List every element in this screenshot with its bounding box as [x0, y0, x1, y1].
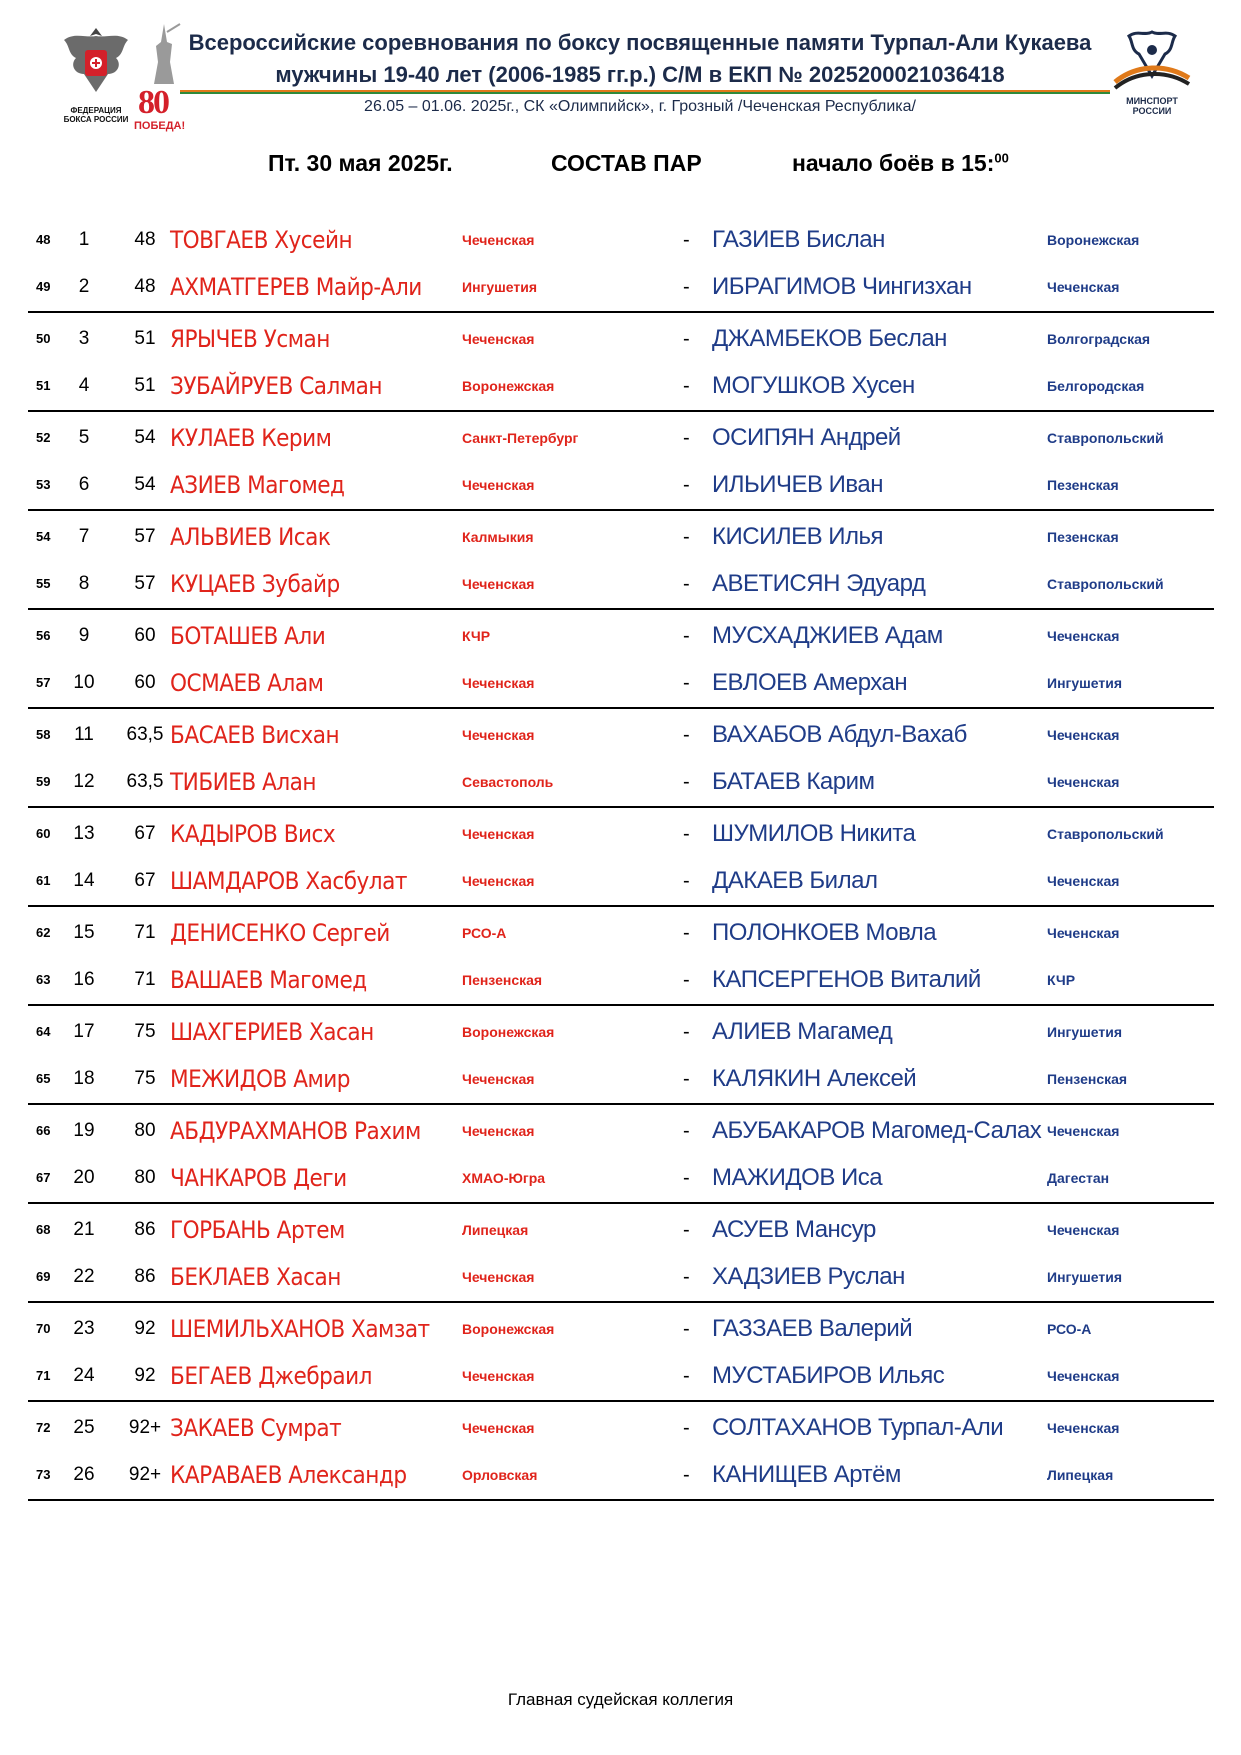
weight-class: 75 [134, 1068, 156, 1089]
red-corner-boxer: АЛЬВИЕВ Исак [170, 523, 331, 551]
blue-corner-boxer: БАТАЕВ Карим [712, 768, 875, 795]
order-number: 7 [78, 526, 90, 547]
blue-corner-region: Ставропольский [1047, 430, 1164, 446]
red-corner-boxer: ШАМДАРОВ Хасбулат [170, 867, 407, 895]
motherland-statue-icon [144, 22, 184, 88]
order-number: 12 [73, 771, 95, 792]
bout-number: 65 [36, 1071, 51, 1086]
bout-row [28, 713, 1214, 757]
order-number: 5 [78, 427, 90, 448]
weight-pair-group [28, 1204, 1214, 1303]
versus-dash: - [683, 1068, 690, 1090]
start-time [792, 150, 1009, 177]
bout-row [28, 1255, 1214, 1299]
weight-pair-group [28, 214, 1214, 313]
weight-class: 75 [134, 1021, 156, 1042]
weight-pair-group [28, 808, 1214, 907]
versus-dash: - [683, 1021, 690, 1043]
versus-dash: - [683, 724, 690, 746]
blue-corner-boxer: КИСИЛЕВ Илья [712, 523, 883, 550]
order-number: 9 [78, 625, 90, 646]
pairs-composition-heading: СОСТАВ ПАР [551, 150, 702, 176]
blue-corner-region: РСО-А [1047, 1321, 1092, 1337]
order-number: 22 [73, 1266, 95, 1287]
chief-judges-footer: Главная судейская коллегия [507, 1690, 734, 1709]
red-corner-boxer: АХМАТГЕРЕВ Майр-Али [170, 273, 422, 301]
red-corner-boxer: ЯРЫЧЕВ Усман [170, 325, 330, 353]
blue-corner-boxer: ДЖАМБЕКОВ Беслан [712, 325, 947, 352]
bout-number: 52 [36, 430, 51, 445]
versus-dash: - [683, 526, 690, 548]
bout-row [28, 812, 1214, 856]
order-number: 20 [73, 1167, 95, 1188]
blue-corner-region: Чеченская [1047, 774, 1120, 790]
weight-pair-group [28, 313, 1214, 412]
boxing-federation-logo-text: ФЕДЕРАЦИЯ БОКСА РОССИИ [63, 106, 129, 124]
order-number: 6 [78, 474, 90, 495]
red-corner-region: Чеченская [462, 477, 535, 493]
blue-corner-boxer: КАНИЩЕВ Артём [712, 1461, 901, 1488]
victory-80-text: ПОБЕДА! [134, 120, 186, 132]
order-number: 21 [73, 1219, 95, 1240]
blue-corner-boxer: АВЕТИСЯН Эдуард [712, 570, 926, 597]
bout-row [28, 1453, 1214, 1497]
red-corner-boxer: ТИБИЕВ Алан [170, 768, 317, 796]
weight-class: 48 [134, 276, 156, 297]
blue-corner-boxer: СОЛТАХАНОВ Турпал-Али [712, 1414, 1004, 1441]
blue-corner-region: Пензенская [1047, 1071, 1128, 1087]
weight-pair-group [28, 1402, 1214, 1501]
blue-corner-region: Чеченская [1047, 628, 1120, 644]
victory-80-number: 80 [138, 84, 168, 121]
weight-pair-group [28, 1006, 1214, 1105]
order-number: 10 [73, 672, 95, 693]
versus-dash: - [683, 771, 690, 793]
red-corner-boxer: ЧАНКАРОВ Деги [170, 1164, 347, 1192]
red-corner-region: Чеченская [462, 873, 535, 889]
blue-corner-region: Ингушетия [1047, 1024, 1123, 1040]
blue-corner-region: КЧР [1047, 972, 1076, 988]
weight-class: 92+ [128, 1464, 162, 1485]
weight-class: 71 [134, 922, 156, 943]
bout-row [28, 1156, 1214, 1200]
bout-number: 49 [36, 279, 51, 294]
bout-row [28, 760, 1214, 804]
weight-class: 54 [134, 427, 156, 448]
weight-pair-group [28, 1105, 1214, 1204]
blue-corner-boxer: ДАКАЕВ Билал [712, 867, 878, 894]
blue-corner-region: Пезенская [1047, 529, 1119, 545]
order-number: 4 [78, 375, 90, 396]
start-time-minutes: 00 [994, 150, 1009, 166]
red-corner-boxer: ДЕНИСЕНКО Сергей [170, 919, 390, 947]
bout-row [28, 515, 1214, 559]
bout-row [28, 1307, 1214, 1351]
blue-corner-region: Чеченская [1047, 1123, 1120, 1139]
blue-corner-boxer: МОГУШКОВ Хусен [712, 372, 915, 399]
blue-corner-boxer: КАПСЕРГЕНОВ Виталий [712, 966, 981, 993]
red-corner-boxer: МЕЖИДОВ Амир [170, 1065, 351, 1093]
versus-dash: - [683, 573, 690, 595]
bout-number: 62 [36, 925, 51, 940]
red-corner-region: Чеченская [462, 1368, 535, 1384]
bout-number: 72 [36, 1420, 51, 1435]
red-corner-region: Санкт-Петербург [462, 430, 579, 446]
blue-corner-region: Ставропольский [1047, 826, 1164, 842]
versus-dash: - [683, 672, 690, 694]
weight-class: 63,5 [126, 724, 164, 745]
red-corner-boxer: КУЛАЕВ Керим [170, 424, 332, 452]
blue-corner-boxer: АБУБАКАРОВ Магомед-Салах [712, 1117, 1042, 1144]
versus-dash: - [683, 870, 690, 892]
red-corner-region: Чеченская [462, 826, 535, 842]
red-corner-region: Чеченская [462, 1269, 535, 1285]
bout-row [28, 1354, 1214, 1398]
weight-class: 63,5 [126, 771, 164, 792]
red-corner-region: Чеченская [462, 675, 535, 691]
red-corner-boxer: ЗАКАЕВ Сумрат [170, 1414, 342, 1442]
red-corner-boxer: БАСАЕВ Висхан [170, 721, 340, 749]
blue-corner-boxer: ИБРАГИМОВ Чингизхан [712, 273, 972, 300]
red-corner-region: Чеченская [462, 1071, 535, 1087]
blue-corner-boxer: ГАЗИЕВ Бислан [712, 226, 885, 253]
bout-number: 48 [36, 232, 51, 247]
versus-dash: - [683, 375, 690, 397]
red-corner-boxer: ЗУБАЙРУЕВ Салман [170, 372, 382, 400]
red-corner-region: Воронежская [462, 378, 555, 394]
blue-corner-boxer: МУСХАДЖИЕВ Адам [712, 622, 943, 649]
minsport-logo-text: МИНСПОРТ РОССИИ [1126, 96, 1178, 116]
versus-dash: - [683, 328, 690, 350]
versus-dash: - [683, 276, 690, 298]
st-george-ribbon-line [180, 90, 1110, 94]
blue-corner-region: Чеченская [1047, 925, 1120, 941]
bouts-list [28, 214, 1214, 1501]
bout-row [28, 218, 1214, 262]
bout-date: Пт. 30 мая 2025г. [268, 150, 453, 176]
red-corner-boxer: ШЕМИЛЬХАНОВ Хамзат [170, 1315, 430, 1343]
red-corner-region: Чеченская [462, 331, 535, 347]
versus-dash: - [683, 969, 690, 991]
blue-corner-region: Ингушетия [1047, 1269, 1123, 1285]
order-number: 18 [73, 1068, 95, 1089]
red-corner-region: Пензенская [462, 972, 543, 988]
versus-dash: - [683, 1120, 690, 1142]
title-line-3: 26.05 – 01.06. 2025г., СК «Олимпийск», г. Грозный /Чеченская Республика/ [364, 98, 916, 115]
red-corner-region: Чеченская [462, 1420, 535, 1436]
blue-corner-boxer: ЕВЛОЕВ Амерхан [712, 669, 908, 696]
versus-dash: - [683, 1417, 690, 1439]
order-number: 24 [73, 1365, 95, 1386]
bout-row [28, 1208, 1214, 1252]
blue-corner-boxer: ИЛЬИЧЕВ Иван [712, 471, 884, 498]
start-time-prefix: начало боёв в 15: [792, 150, 995, 176]
blue-corner-boxer: ВАХАБОВ Абдул-Вахаб [712, 721, 967, 748]
weight-class: 67 [134, 870, 156, 891]
blue-corner-region: Белгородская [1047, 378, 1145, 394]
order-number: 8 [78, 573, 90, 594]
blue-corner-boxer: АСУЕВ Мансур [712, 1216, 876, 1243]
red-corner-region: Ингушетия [462, 279, 538, 295]
blue-corner-region: Ставропольский [1047, 576, 1164, 592]
red-corner-boxer: КУЦАЕВ Зубайр [170, 570, 340, 598]
bout-number: 71 [36, 1368, 51, 1383]
boxing-federation-logo [56, 22, 136, 130]
weight-class: 86 [134, 1266, 156, 1287]
weight-pair-group [28, 610, 1214, 709]
red-corner-region: Воронежская [462, 1024, 555, 1040]
red-corner-boxer: БОТАШЕВ Али [170, 622, 326, 650]
minsport-logo [1107, 24, 1197, 124]
minsport-eagle-icon [1107, 24, 1197, 94]
order-number: 2 [78, 276, 90, 297]
versus-dash: - [683, 1219, 690, 1241]
double-eagle-emblem-icon [56, 22, 136, 106]
red-corner-boxer: АБДУРАХМАНОВ Рахим [170, 1117, 421, 1145]
order-number: 1 [78, 229, 90, 250]
bout-row [28, 1057, 1214, 1101]
red-corner-region: Липецкая [462, 1222, 529, 1238]
red-corner-boxer: БЕГАЕВ Джебраил [170, 1362, 372, 1390]
weight-class: 67 [134, 823, 156, 844]
bout-row [28, 265, 1214, 309]
blue-corner-region: Ингушетия [1047, 675, 1123, 691]
order-number: 26 [73, 1464, 95, 1485]
weight-class: 92+ [128, 1417, 162, 1438]
weight-class: 57 [134, 526, 156, 547]
blue-corner-boxer: МУСТАБИРОВ Ильяс [712, 1362, 945, 1389]
versus-dash: - [683, 474, 690, 496]
bout-number: 56 [36, 628, 51, 643]
weight-class: 71 [134, 969, 156, 990]
bout-number: 55 [36, 576, 51, 591]
weight-class: 51 [134, 375, 156, 396]
document-header [0, 0, 1241, 140]
bout-row [28, 463, 1214, 507]
order-number: 15 [73, 922, 95, 943]
versus-dash: - [683, 1167, 690, 1189]
order-number: 16 [73, 969, 95, 990]
order-number: 11 [74, 724, 94, 745]
bout-row [28, 1109, 1214, 1153]
versus-dash: - [683, 1266, 690, 1288]
red-corner-boxer: ВАШАЕВ Магомед [170, 966, 367, 994]
order-number: 13 [73, 823, 95, 844]
red-corner-region: ХМАО-Югра [462, 1170, 546, 1186]
versus-dash: - [683, 625, 690, 647]
weight-class: 60 [134, 672, 156, 693]
bout-row [28, 859, 1214, 903]
red-corner-boxer: ОСМАЕВ Алам [170, 669, 324, 697]
versus-dash: - [683, 229, 690, 251]
weight-pair-group [28, 907, 1214, 1006]
bout-number: 51 [36, 378, 51, 393]
bout-number: 63 [36, 972, 51, 987]
weight-class: 92 [134, 1318, 156, 1339]
blue-corner-region: Чеченская [1047, 1222, 1120, 1238]
bout-number: 60 [36, 826, 51, 841]
bout-number: 59 [36, 774, 51, 789]
blue-corner-region: Чеченская [1047, 873, 1120, 889]
blue-corner-region: Воронежская [1047, 232, 1140, 248]
weight-pair-group [28, 1303, 1214, 1402]
weight-pair-group [28, 709, 1214, 808]
title-line-2: мужчины 19-40 лет (2006-1985 гг.р.) С/М в ЕКП № 2025200021036418 [275, 62, 1005, 87]
red-corner-region: Севастополь [462, 774, 554, 790]
red-corner-boxer: ТОВГАЕВ Хусейн [170, 226, 353, 254]
order-number: 23 [73, 1318, 95, 1339]
bout-row [28, 911, 1214, 955]
blue-corner-boxer: КАЛЯКИН Алексей [712, 1065, 917, 1092]
blue-corner-region: Чеченская [1047, 727, 1120, 743]
blue-corner-boxer: ПОЛОНКОЕВ Мовла [712, 919, 937, 946]
bout-row [28, 1406, 1214, 1450]
bout-number: 73 [36, 1467, 51, 1482]
bout-row [28, 416, 1214, 460]
red-corner-boxer: АЗИЕВ Магомед [170, 471, 345, 499]
bout-number: 54 [36, 529, 51, 544]
versus-dash: - [683, 1464, 690, 1486]
order-number: 19 [73, 1120, 95, 1141]
weight-class: 51 [134, 328, 156, 349]
bout-number: 57 [36, 675, 51, 690]
red-corner-region: РСО-А [462, 925, 507, 941]
bout-number: 53 [36, 477, 51, 492]
blue-corner-region: Липецкая [1047, 1467, 1114, 1483]
versus-dash: - [683, 922, 690, 944]
weight-class: 92 [134, 1365, 156, 1386]
versus-dash: - [683, 427, 690, 449]
blue-corner-region: Чеченская [1047, 279, 1120, 295]
bout-number: 66 [36, 1123, 51, 1138]
versus-dash: - [683, 1318, 690, 1340]
red-corner-region: Чеченская [462, 232, 535, 248]
bout-row [28, 1010, 1214, 1054]
order-number: 17 [73, 1021, 95, 1042]
red-corner-region: Воронежская [462, 1321, 555, 1337]
red-corner-boxer: КАДЫРОВ Висх [170, 820, 336, 848]
weight-pair-group [28, 511, 1214, 610]
red-corner-boxer: БЕКЛАЕВ Хасан [170, 1263, 341, 1291]
red-corner-region: Чеченская [462, 576, 535, 592]
blue-corner-boxer: ОСИПЯН Андрей [712, 424, 901, 451]
order-number: 14 [73, 870, 95, 891]
red-corner-region: Калмыкия [462, 529, 534, 545]
bout-row [28, 958, 1214, 1002]
blue-corner-boxer: АЛИЕВ Магамед [712, 1018, 893, 1045]
blue-corner-region: Волгоградская [1047, 331, 1151, 347]
red-corner-boxer: ШАХГЕРИЕВ Хасан [170, 1018, 374, 1046]
red-corner-region: Чеченская [462, 727, 535, 743]
order-number: 25 [73, 1417, 95, 1438]
weight-class: 60 [134, 625, 156, 646]
blue-corner-region: Дагестан [1047, 1170, 1110, 1186]
blue-corner-boxer: ГАЗЗАЕВ Валерий [712, 1315, 913, 1342]
weight-class: 86 [134, 1219, 156, 1240]
order-number: 3 [78, 328, 90, 349]
bout-number: 67 [36, 1170, 51, 1185]
bout-row [28, 661, 1214, 705]
weight-class: 80 [134, 1120, 156, 1141]
blue-corner-boxer: МАЖИДОВ Иса [712, 1164, 883, 1191]
bout-number: 69 [36, 1269, 51, 1284]
bout-number: 68 [36, 1222, 51, 1237]
blue-corner-boxer: ХАДЗИЕВ Руслан [712, 1263, 905, 1290]
bout-number: 61 [36, 873, 51, 888]
bout-row [28, 317, 1214, 361]
blue-corner-region: Чеченская [1047, 1368, 1120, 1384]
bout-number: 50 [36, 331, 51, 346]
red-corner-boxer: КАРАВАЕВ Александр [170, 1461, 407, 1489]
weight-class: 48 [134, 229, 156, 250]
red-corner-region: Чеченская [462, 1123, 535, 1139]
blue-corner-boxer: ШУМИЛОВ Никита [712, 820, 916, 847]
weight-class: 54 [134, 474, 156, 495]
red-corner-region: Орловская [462, 1467, 538, 1483]
bout-number: 70 [36, 1321, 51, 1336]
bout-number: 58 [36, 727, 51, 742]
bout-row [28, 562, 1214, 606]
weight-pair-group [28, 412, 1214, 511]
versus-dash: - [683, 1365, 690, 1387]
bout-row [28, 614, 1214, 658]
bout-number: 64 [36, 1024, 51, 1039]
blue-corner-region: Пезенская [1047, 477, 1119, 493]
bout-row [28, 364, 1214, 408]
weight-class: 57 [134, 573, 156, 594]
weight-class: 80 [134, 1167, 156, 1188]
red-corner-boxer: ГОРБАНЬ Артем [170, 1216, 345, 1244]
title-line-1: Всероссийские соревнования по боксу посвященные памяти Турпал-Али Кукаева [188, 30, 1092, 55]
blue-corner-region: Чеченская [1047, 1420, 1120, 1436]
red-corner-region: КЧР [462, 628, 491, 644]
versus-dash: - [683, 823, 690, 845]
